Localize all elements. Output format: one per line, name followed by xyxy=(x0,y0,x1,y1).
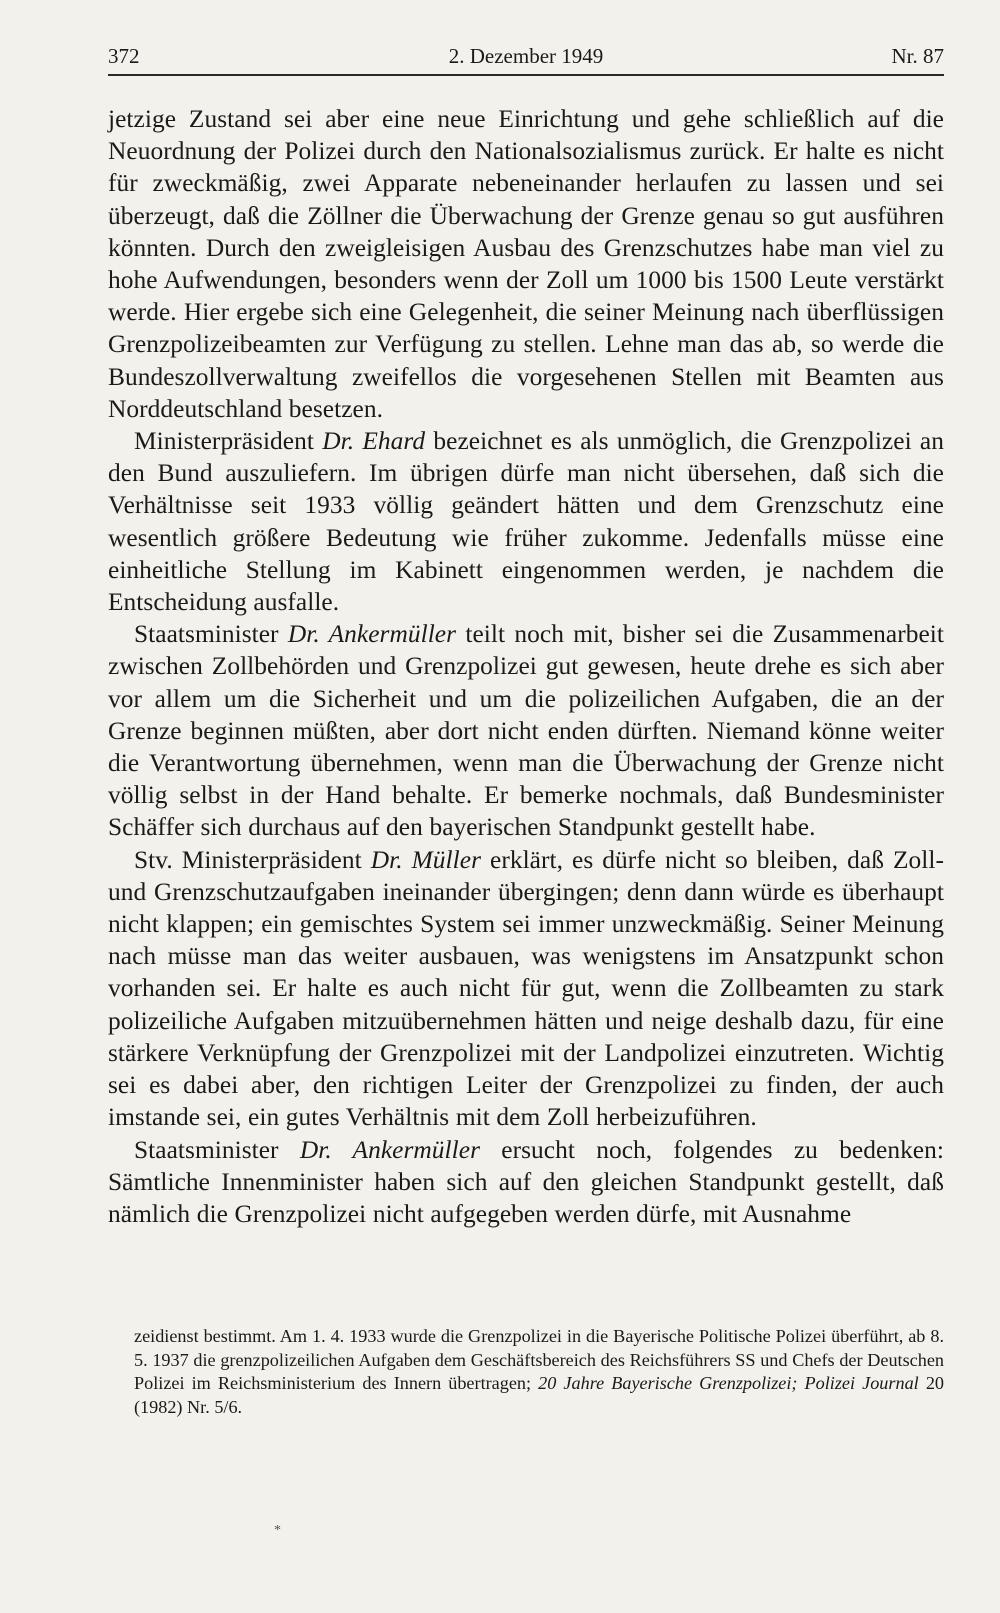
text-run: Staatsminister xyxy=(134,620,288,649)
running-header xyxy=(108,40,944,76)
paragraph xyxy=(108,618,944,843)
text-run: jetzige Zustand sei aber eine neue Einrichtung und gehe schließlich auf die Neuordnung der Polizei durch den Nationalsozialismus zurück. Er halte es nicht für zweckmäßig, zwei Apparate nebeneinander herlaufen zu lassen und sei überzeugt, daß die Zöllner die Überwachung der Grenze genau so gut ausführen könnten. Durch den zweigleisigen Ausbau des Grenzschutzes habe man viel zu hohe Aufwendungen, besonders wenn der Zoll um 1000 bis 1500 Leute verstärkt werde. Hier ergebe sich eine Gelegenheit, die seiner Meinung nach überflüssigen Grenzpolizeibeamten zur Verfügung zu stellen. Lehne man das ab, so werde die Bundeszollverwaltung zweifellos die vorgesehenen Stellen mit Beamten aus Norddeutschland besetzen. xyxy=(108,105,944,423)
footnote xyxy=(134,1325,944,1419)
speaker-name: Dr. Ankermüller xyxy=(287,620,457,649)
text-run: teilt noch mit, bisher sei die Zusammenarbeit zwischen Zollbehörden und Grenzpolizei gut gewesen, heute drehe es sich aber vor allem um die Sicherheit und um die polizeilichen Aufgaben, die an der Grenze beginnen müßten, aber dort nicht enden dürften. Niemand könne weiter die Verantwortung übernehmen, wenn man die Überwachung der Grenze nicht völlig selbst in der Hand behalte. Er bemerke nochmals, daß Bundesminister Schäffer sich durchaus auf den bayerischen Standpunkt gestellt habe. xyxy=(108,620,944,842)
paragraph xyxy=(108,1134,944,1231)
stray-mark: * xyxy=(274,1523,281,1538)
speaker-name: Dr. Müller xyxy=(370,845,482,874)
text-run: ersucht noch, folgendes zu bedenken: Sämtliche Innenminister haben sich auf den gleichen Standpunkt gestellt, daß nämlich die Grenzpolizei nicht aufgegeben werden dürfe, mit Ausnahme xyxy=(108,1135,944,1228)
text-run: Stv. Ministerpräsident xyxy=(134,845,371,874)
text-run: bezeichnet es als unmöglich, die Grenzpolizei an den Bund auszuliefern. Im übrigen dürfe man nicht übersehen, daß sich die Verhältnisse seit 1933 völlig geändert hätten und dem Grenzschutz eine wesentlich größere Bedeutung wie früher zukomme. Jedenfalls müsse eine einheitliche Stellung im Kabinett eingenommen werden, je nachdem die Entscheidung ausfalle. xyxy=(108,427,944,617)
speaker-name: Dr. Ankermüller xyxy=(299,1135,481,1164)
speaker-name: 20 Jahre Bayerische Grenzpolizei; Polizei Journal xyxy=(538,1373,919,1394)
text-run: erklärt, es dürfe nicht so bleiben, daß Zoll- und Grenzschutzaufgaben ineinander übergingen; denn dann würde es überhaupt nicht klappen; ein gemischtes System sei immer unzweckmäßig. Seiner Meinung nach müsse man das weiter ausbauen, was wenigstens im Ansatzpunkt schon vorhanden sei. Er halte es auch nicht für gut, wenn die Zollbeamten zu stark polizeiliche Aufgaben mitzuübernehmen hätten und neige deshalb dazu, für eine stärkere Verknüpfung der Grenzpolizei mit der Landpolizei einzutreten. Wichtig sei es dabei aber, den richtigen Leiter der Grenzpolizei zu finden, der auch imstande sei, ein gutes Verhältnis mit dem Zoll herbeizuführen. xyxy=(108,845,944,1132)
text-run: Staatsminister xyxy=(134,1135,300,1164)
main-text xyxy=(108,103,944,1230)
text-run: Ministerpräsident xyxy=(134,427,323,456)
paragraph xyxy=(108,844,944,1134)
document-number: Nr. 87 xyxy=(891,44,944,68)
text-run: zeidienst bestimmt. Am 1. 4. 1933 wurde die Grenzpolizei in die Bayerische Politische Polizei überführt, ab 8. 5. 1937 die grenzpolizeilichen Aufgaben dem Geschäftsbereich des Reichsführers SS und Chefs der Deutschen Polizei im Reichsministerium des Innern übertragen; xyxy=(134,1326,944,1394)
speaker-name: Dr. Ehard xyxy=(322,427,426,456)
paragraph xyxy=(108,103,944,425)
page-number: 372 xyxy=(108,44,140,68)
paragraph xyxy=(108,425,944,618)
text-run: 20 (1982) Nr. 5/6. xyxy=(134,1373,945,1417)
footnote-text xyxy=(134,1325,944,1419)
header-date: 2. Dezember 1949 xyxy=(448,44,604,68)
